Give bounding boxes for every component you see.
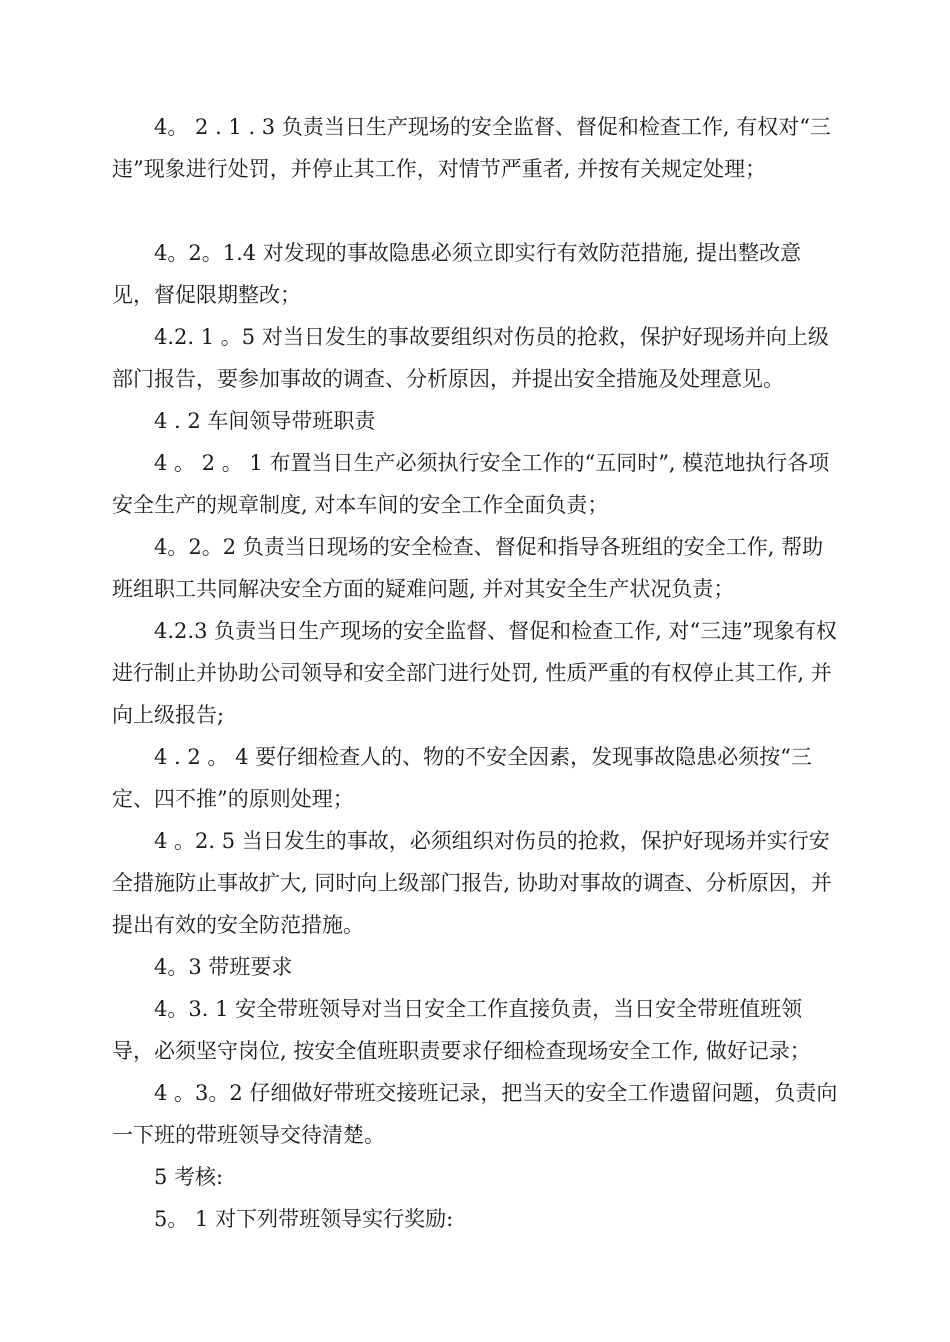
paragraph-4-2-2: 4。2。2 负责当日现场的安全检查、督促和指导各班组的安全工作, 帮助班组职工共同解决安全方面的疑难问题, 并对其安全生产状况负责； [112, 535, 824, 601]
paragraph-4-3-2: 4 。3。2 仔细做好带班交接班记录，把当天的安全工作遗留问题，负责向一下班的带班领导交待清楚。 [112, 1081, 838, 1147]
section-heading-4-3: 4。3 带班要求 [154, 955, 293, 979]
paragraph-4-2-1-5: 4.2. 1 。5 对当日发生的事故要组织对伤员的抢救，保护好现场并向上级部门报告，要参加事故的调查、分析原因，并提出安全措施及处理意见。 [112, 325, 829, 391]
paragraph-4-2-5: 4 。2. 5 当日发生的事故，必须组织对伤员的抢救，保护好现场并实行安全措施防止事故扩大, 同时向上级部门报告, 协助对事故的调查、分析原因，并提出有效的安全防范措施。 [112, 829, 832, 937]
paragraph-5-1: 5。 1 对下列带班领导实行奖励: [154, 1207, 454, 1231]
paragraph-4-2-4: 4 . 2 。 4 要仔细检查人的、物的不安全因素，发现事故隐患必须按“三定、四不推”的原则处理； [112, 745, 812, 811]
section-heading-5: 5 考核: [154, 1165, 224, 1189]
section-heading-4-2: 4 . 2 车间领导带班职责 [154, 409, 376, 433]
paragraph-4-2-1-4: 4。2。1.4 对发现的事故隐患必须立即实行有效防范措施, 提出整改意见，督促限期整改； [112, 241, 802, 307]
paragraph-4-2-1-3: 4。 2 . 1 . 3 负责当日生产现场的安全监督、督促和检查工作, 有权对“三违”现象进行处罚，并停止其工作，对情节严重者, 并按有关规定处理； [112, 115, 831, 181]
paragraph-4-2-3: 4.2.3 负责当日生产现场的安全监督、督促和检查工作, 对“三违”现象有权进行制止并协助公司领导和安全部门进行处罚, 性质严重的有权停止其工作, 并向上级报告; [112, 619, 837, 727]
paragraph-4-2-1: 4 。 2 。 1 布置当日生产必须执行安全工作的“五同时”, 模范地执行各项安全生产的规章制度, 对本车间的安全工作全面负责； [112, 451, 830, 517]
paragraph-4-3-1: 4。3. 1 安全带班领导对当日安全工作直接负责，当日安全带班值班领导，必须坚守岗位, 按安全值班职责要求仔细检查现场安全工作, 做好记录； [112, 997, 811, 1063]
